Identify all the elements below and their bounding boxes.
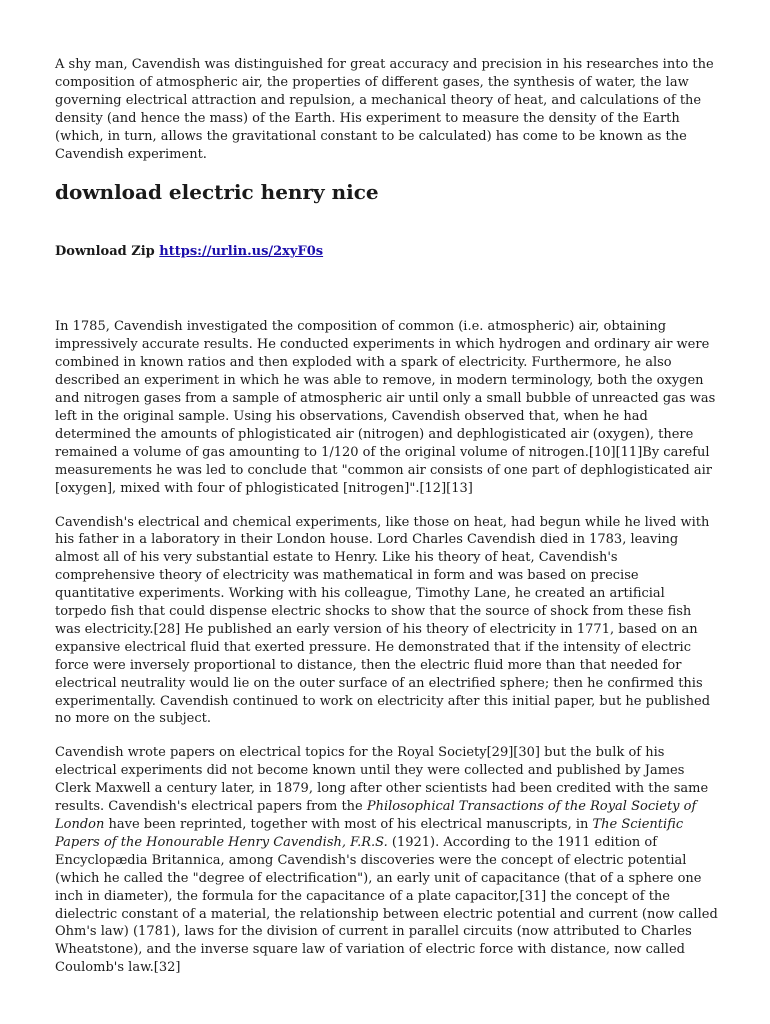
italic-book-title: The Scientific Papers of the Honourable Henry Cavendish, F.R.S.: [55, 817, 684, 850]
paragraph-electrical-papers: [55, 744, 718, 977]
paragraph-electrical-experiments: Cavendish's electrical and chemical experiments, like those on heat, had begun while he lived with his father in a laboratory in their London house. Lord Charles Cavendish died in 1783, leaving almost all of his very substantial estate to Henry. Like his theory of heat, Cavendish's comprehensive theory of electricity was mathematical in form and was based on precise quantitative experiments. Working with his colleague, Timothy Lane, he created an artificial torpedo fish that could dispense electric shocks to show that the source of shock from these fish was electricity.[28] He published an early version of his theory of electricity in 1771, based on an expansive electrical fluid that exerted pressure. He demonstrated that if the intensity of electric force were inversely proportional to distance, then the electric fluid more than that needed for electrical neutrality would lie on the outer surface of an electrified sphere; then he confirmed this experimentally. Cavendish continued to work on electricity after this initial paper, but he published no more on the subject.: [55, 514, 711, 727]
paragraph-composition-of-air: In 1785, Cavendish investigated the composition of common (i.e. atmospheric) air, obtaining impressively accurate results. He conducted experiments in which hydrogen and ordinary air were combined in known ratios and then exploded with a spark of electricity. Furthermore, he also described an experiment in which he was able to remove, in modern terminology, both the oxygen and nitrogen gases from a sample of atmospheric air until only a small bubble of unreacted gas was left in the original sample. Using his observations, Cavendish observed that, when he had determined the amounts of phlogisticated air (nitrogen) and dephlogisticated air (oxygen), there remained a volume of gas amounting to 1/120 of the original volume of nitrogen.[10][11]By careful measurements he was led to conclude that "common air consists of one part of dephlogisticated air [oxygen], mixed with four of phlogisticated [nitrogen]".[12][13]: [55, 319, 716, 496]
italic-publication-title: Philosophical Transactions of the Royal Society of London: [55, 799, 697, 832]
download-link[interactable]: https://urlin.us/2xyF0s: [159, 244, 324, 260]
download-label: Download Zip: [55, 244, 155, 260]
download-row: [55, 243, 718, 261]
paragraph-text: Cavendish wrote papers on electrical topics for the Royal Society[29][30] but the bulk of his electrical experiments did not become known until they were collected and published by James Clerk Maxwell a century later, in 1879, long after other scientists had been credited with the same results. Cavendish's electrical papers from the: [55, 745, 709, 815]
paragraph-text: have been reprinted, together with most of his electrical manuscripts, in: [104, 817, 593, 832]
intro-paragraph: A shy man, Cavendish was distinguished for great accuracy and precision in his researches into the composition of atmospheric air, the properties of different gases, the synthesis of water, the law governing electrical attraction and repulsion, a mechanical theory of heat, and calculations of the density (and hence the mass) of the Earth. His experiment to measure the density of the Earth (which, in turn, allows the gravitational constant to be calculated) has come to be known as the Cavendish experiment.: [55, 57, 714, 162]
paragraph-text: (1921). According to the 1911 edition of Encyclopædia Britannica, among Cavendish's discoveries were the concept of electric potential (which he called the "degree of electrification"), an early unit of capacitance (that of a sphere one inch in diameter), the formula for the capacitance of a plate capacitor,[31] the concept of the dielectric constant of a material, the relationship between electric potential and current (now called Ohm's law) (1781), laws for the division of current in parallel circuits (now attributed to Charles Wheatstone), and the inverse square law of variation of electric force with distance, now called Coulomb's law.[32]: [55, 834, 718, 976]
spacer: [55, 261, 718, 318]
page-title: download electric henry nice: [55, 180, 379, 205]
